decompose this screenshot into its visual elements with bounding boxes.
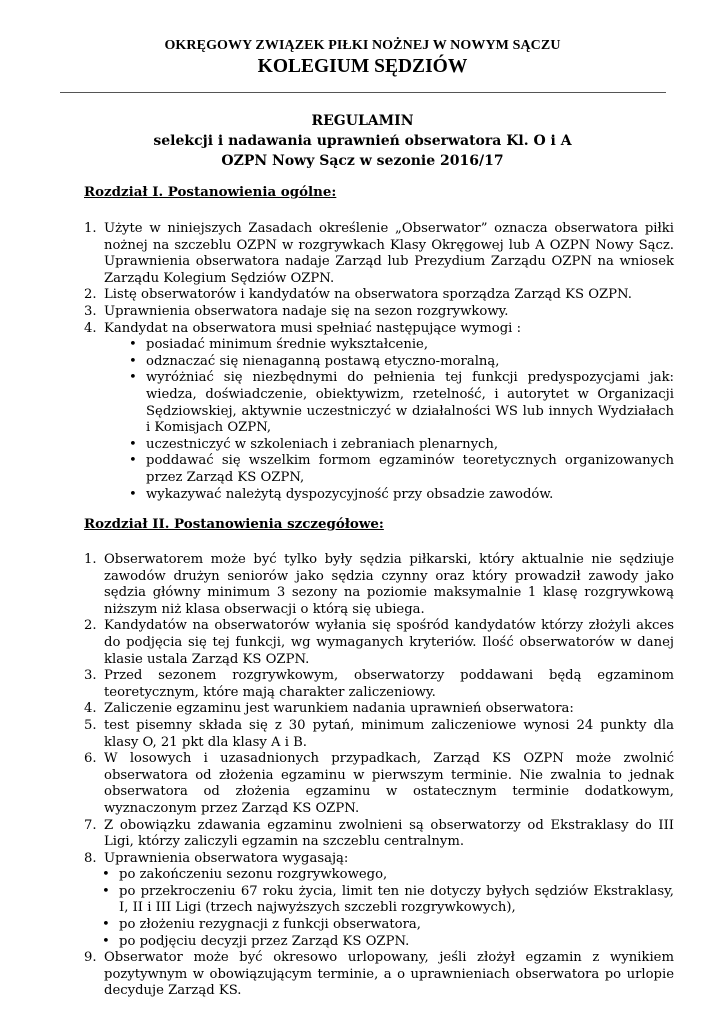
bullet-icon: •: [129, 486, 137, 502]
list-item-text: Kandydatów na obserwatorów wyłania się spośród kandydatów którzy złożyli akces do podjęcia się tej funkcji, wg wymaganych kryteriów. Ilość obserwatorów w danej klasie ustala Zarząd KS OZPN.: [104, 618, 674, 667]
bullet-icon: •: [129, 353, 137, 369]
list-item-text: Obserwator może być okresowo urlopowany, jeśli złożył egzamin z wynikiem pozytywnym w obowiązującym terminie, a o uprawnieniach obserwatora po urlopie decyduje Zarząd KS.: [104, 950, 674, 999]
bullet-icon: •: [129, 337, 137, 353]
bullet-icon: •: [102, 933, 110, 949]
bullet-item: • po podjęciu decyzji przez Zarząd KS OZPN.: [102, 933, 410, 949]
list-item: 7. Z obowiązku zdawania egzaminu zwolnieni są obserwatorzy od Ekstraklasy do III Ligi, którzy zaliczyli egzamin na szczeblu centralnym.: [84, 817, 674, 850]
list-item-text: test pisemny składa się z 30 pytań, minimum zaliczeniowe wynosi 24 punkty dla klasy O, 21 pkt dla klasy A i B.: [104, 717, 674, 750]
header-divider: [60, 92, 666, 93]
list-item: 3. Uprawnienia obserwatora nadaje się na sezon rozgrywkowy.: [84, 303, 509, 319]
bullet-item: • wyróżniać się niezbędnymi do pełnienia tej funkcji predyspozycjami jak: wiedza, doświadczenie, obiektywizm, rzetelność, i autorytet w Organizacji Sędziowskiej, aktywnie uczestniczyć w działalności WS lub innych Wydziałach i Komisjach OZPN,: [129, 370, 674, 436]
list-item-text: Przed sezonem rozgrywkowym, obserwatorzy poddawani będą egzaminom teoretycznym, które mają charakter zaliczeniowy.: [104, 668, 674, 700]
list-item-text: Listę obserwatorów i kandydatów na obserwatora sporządza Zarząd KS OZPN.: [104, 287, 632, 303]
document-season: OZPN Nowy Sącz w sezonie 2016/17: [221, 153, 504, 169]
bullet-item: • posiadać minimum średnie wykształcenie,: [129, 337, 429, 353]
bullet-item: • po przekroczeniu 67 roku życia, limit ten nie dotyczy byłych sędziów Ekstraklasy, I, II i III Ligi (trzech najwyższych szczebli rozgrywkowych),: [102, 883, 674, 916]
bullet-icon: •: [102, 917, 110, 933]
bullet-item: • poddawać się wszelkim formom egzaminów teoretycznych organizowanych przez Zarząd KS OZPN,: [129, 453, 674, 485]
list-item-text: W losowych i uzasadnionych przypadkach, Zarząd KS OZPN może zwolnić obserwatora od złożenia egzaminu w pierwszym terminie. Nie zwalnia to jednak obserwatora od złożenia egzaminu w ostatecznym terminie dodatkowym, wyznaczonym przez Zarząd KS OZPN.: [104, 751, 674, 816]
association-name: OKRĘGOWY ZWIĄZEK PIŁKI NOŻNEJ W NOWYM SĄCZU: [164, 38, 561, 53]
list-item: 3. Przed sezonem rozgrywkowym, obserwatorzy poddawani będą egzaminom teoretycznym, które mają charakter zaliczeniowy.: [84, 668, 674, 700]
list-item: 6. W losowych i uzasadnionych przypadkach, Zarząd KS OZPN może zwolnić obserwatora od złożenia egzaminu w pierwszym terminie. Nie zwalnia to jednak obserwatora od złożenia egzaminu w ostatecznym terminie dodatkowym, wyznaczonym przez Zarząd KS OZPN.: [84, 751, 674, 816]
list-item: 9. Obserwator może być okresowo urlopowany, jeśli złożył egzamin z wynikiem pozytywnym w obowiązującym terminie, a o uprawnieniach obserwatora po urlopie decyduje Zarząd KS.: [84, 950, 674, 999]
document-title: REGULAMIN: [311, 113, 414, 129]
college-name: KOLEGIUM SĘDZIÓW: [257, 56, 468, 77]
bullet-item: • po złożeniu rezygnacji z funkcji obserwatora,: [102, 917, 421, 933]
bullet-item: • po zakończeniu sezonu rozgrywkowego,: [102, 867, 388, 883]
section-2-heading: Rozdział II. Postanowienia szczegółowe:: [84, 516, 384, 532]
section-1-list: [84, 221, 674, 503]
bullet-icon: •: [129, 370, 137, 386]
list-item-text: Z obowiązku zdawania egzaminu zwolnieni są obserwatorzy od Ekstraklasy do III Ligi, którzy zaliczyli egzamin na szczeblu centralnym.: [104, 817, 674, 850]
list-item: 4. Kandydat na obserwatora musi spełniać następujące wymogi :: [84, 320, 522, 336]
bullet-icon: •: [129, 436, 137, 452]
list-item-text: Użyte w niniejszych Zasadach określenie „Obserwator” oznacza obserwatora piłki nożnej na szczeblu OZPN w rozgrywkach Klasy Okręgowej lub A OZPN Nowy Sącz. Uprawnienia obserwatora nadaje Zarząd lub Prezydium Zarządu OZPN na wniosek Zarządu Kolegium Sędziów OZPN.: [104, 221, 674, 286]
list-item: 4. Zaliczenie egzaminu jest warunkiem nadania uprawnień obserwatora:: [84, 701, 574, 717]
list-item-text: Zaliczenie egzaminu jest warunkiem nadania uprawnień obserwatora:: [104, 701, 574, 717]
list-item: 1. Obserwatorem może być tylko były sędzia piłkarski, który aktualnie nie sędziuje zawodów drużyn seniorów jako sędzia czynny oraz który prowadził zawody jako sędzia główny minimum 3 sezony na poziomie maksymalnie 1 klasę rozgrywkową niższym niż klasa obserwacji o którą się ubiega.: [84, 552, 674, 617]
bullet-icon: •: [102, 883, 110, 899]
list-item: 1. Użyte w niniejszych Zasadach określenie „Obserwator” oznacza obserwatora piłki nożnej na szczeblu OZPN w rozgrywkach Klasy Okręgowej lub A OZPN Nowy Sącz. Uprawnienia obserwatora nadaje Zarząd lub Prezydium Zarządu OZPN na wniosek Zarządu Kolegium Sędziów OZPN.: [84, 221, 674, 286]
list-item-text: Uprawnienia obserwatora nadaje się na sezon rozgrywkowy.: [104, 303, 509, 319]
bullet-item: • wykazywać należytą dyspozycyjność przy obsadzie zawodów.: [129, 486, 554, 502]
section-1-heading: Rozdział I. Postanowienia ogólne:: [84, 184, 337, 200]
list-item-text: Obserwatorem może być tylko były sędzia piłkarski, który aktualnie nie sędziuje zawodów drużyn seniorów jako sędzia czynny oraz który prowadził zawody jako sędzia główny minimum 3 sezony na poziomie maksymalnie 1 klasę rozgrywkową niższym niż klasa obserwacji o którą się ubiega.: [104, 552, 674, 617]
list-item-text: Kandydat na obserwatora musi spełniać następujące wymogi :: [104, 320, 522, 336]
list-item: 8. Uprawnienia obserwatora wygasają:: [84, 850, 349, 866]
list-item-text: Uprawnienia obserwatora wygasają:: [104, 850, 349, 866]
bullet-item: • uczestniczyć w szkoleniach i zebraniach plenarnych,: [129, 436, 499, 452]
document-subtitle: selekcji i nadawania uprawnień obserwatora Kl. O i A: [153, 133, 572, 149]
list-item: 2. Kandydatów na obserwatorów wyłania się spośród kandydatów którzy złożyli akces do podjęcia się tej funkcji, wg wymaganych kryteriów. Ilość obserwatorów w danej klasie ustala Zarząd KS OZPN.: [84, 618, 674, 667]
bullet-item: • odznaczać się nienaganną postawą etyczno-moralną,: [129, 353, 500, 369]
bullet-icon: •: [129, 453, 137, 469]
section-2-list: [84, 552, 674, 1000]
list-item: 5. test pisemny składa się z 30 pytań, minimum zaliczeniowe wynosi 24 punkty dla klasy O, 21 pkt dla klasy A i B.: [84, 717, 674, 750]
list-item: 2. Listę obserwatorów i kandydatów na obserwatora sporządza Zarząd KS OZPN.: [84, 287, 632, 303]
bullet-icon: •: [102, 867, 110, 883]
